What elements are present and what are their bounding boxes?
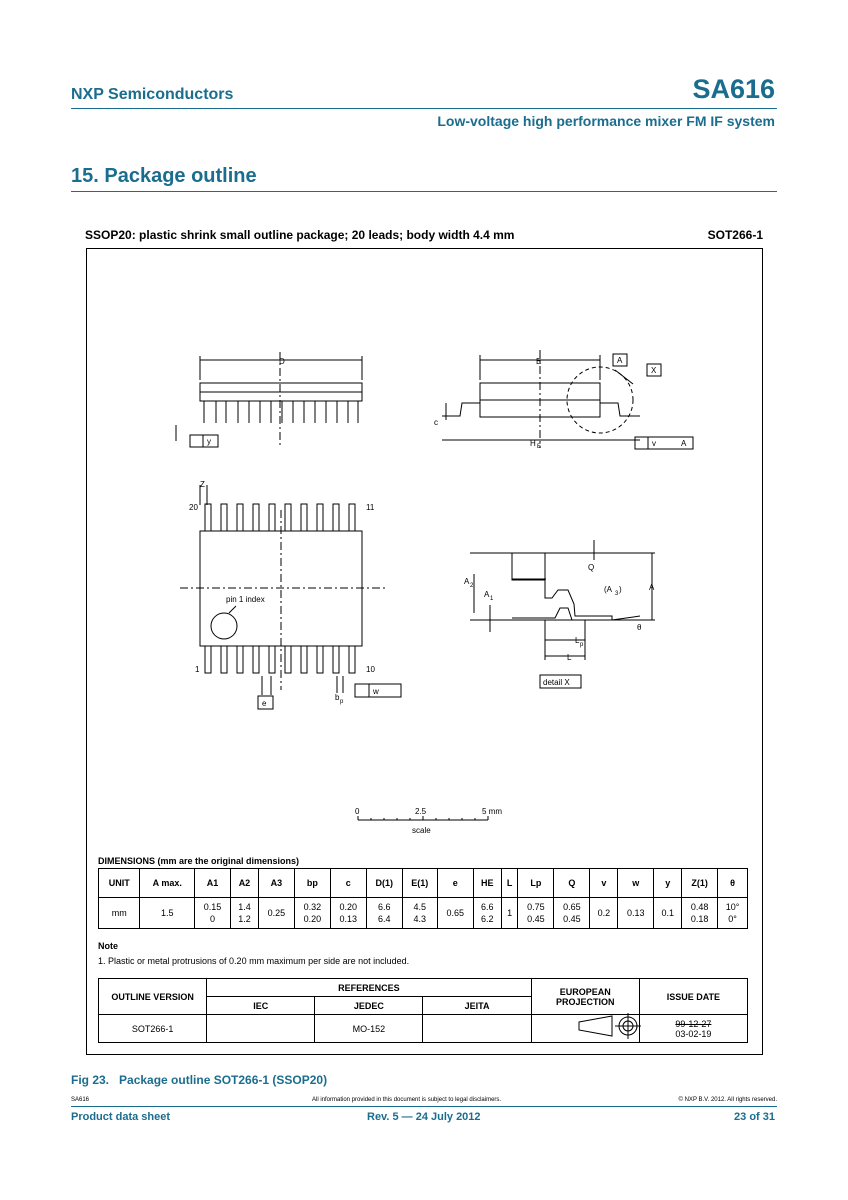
dim-cell: 0.48 0.18	[682, 898, 718, 929]
label-Q: Q	[588, 563, 595, 572]
dim-header: A2	[230, 869, 258, 898]
label-A1-sub: 1	[490, 596, 494, 602]
dim-header: bp	[294, 869, 330, 898]
dim-header: c	[330, 869, 366, 898]
label-A-datum: A	[681, 439, 687, 448]
dim-header: Lp	[518, 869, 554, 898]
dim-header: v	[590, 869, 618, 898]
label-c: c	[434, 418, 438, 427]
top-leads-upper	[205, 504, 355, 531]
dim-cell: 0.32 0.20	[294, 898, 330, 929]
label-A1: A	[484, 590, 490, 599]
references-table	[98, 978, 748, 1043]
label-theta: θ	[637, 623, 642, 632]
dim-cell: 6.6 6.4	[366, 898, 402, 929]
outline-version-cell: SOT266-1	[99, 1015, 207, 1043]
european-projection-header: EUROPEAN PROJECTION	[531, 979, 639, 1015]
jedec-header: JEDEC	[315, 997, 423, 1015]
dim-cell: 1.4 1.2	[230, 898, 258, 929]
package-code: SOT266-1	[707, 228, 763, 242]
issue-date-cell	[639, 1015, 747, 1043]
dim-header: w	[618, 869, 654, 898]
label-bp: b	[335, 693, 340, 702]
detail-lead-profile	[512, 553, 612, 620]
label-L: L	[567, 653, 572, 662]
dim-cell: 4.5 4.3	[402, 898, 437, 929]
label-HE-sub: E	[537, 444, 542, 450]
label-A-box: A	[617, 356, 623, 365]
label-Z: Z	[200, 480, 205, 489]
top-leads-lower	[205, 646, 355, 673]
pin1-index-mark	[211, 613, 237, 639]
label-E: E	[536, 357, 542, 366]
label-A-height: A	[649, 583, 655, 592]
dim-header: θ	[718, 869, 748, 898]
label-A3: (A	[604, 585, 612, 594]
dim-cell: mm	[99, 898, 140, 929]
label-Lp: L	[575, 636, 580, 645]
part-number: SA616	[692, 74, 775, 104]
dim-header: E(1)	[402, 869, 437, 898]
label-A2-sub: 2	[470, 583, 474, 589]
dim-cell: 0.2	[590, 898, 618, 929]
iec-cell	[207, 1015, 315, 1043]
label-D: D	[279, 357, 285, 366]
footer-revision: Rev. 5 — 24 July 2012	[367, 1111, 481, 1123]
dim-cell: 0.65	[437, 898, 473, 929]
footer-rule	[71, 1106, 777, 1107]
label-bp-sub: p	[340, 699, 344, 705]
scale-tick-5: 5 mm	[482, 807, 502, 816]
dim-cell: 0.20 0.13	[330, 898, 366, 929]
label-detail-x: detail X	[543, 678, 570, 687]
dim-header: Q	[554, 869, 590, 898]
dim-cell: 0.1	[654, 898, 682, 929]
dim-cell: 0.65 0.45	[554, 898, 590, 929]
footer-disclaimer: All information provided in this document is subject to legal disclaimers.	[312, 1097, 502, 1103]
label-pin1-index: pin 1 index	[226, 595, 265, 604]
dim-cell: 0.13	[618, 898, 654, 929]
label-A3-close: )	[619, 585, 622, 594]
label-Lp-sub: p	[580, 642, 584, 648]
scale-label: scale	[412, 826, 431, 835]
label-pin10: 10	[366, 665, 375, 674]
dim-cell: 1.5	[140, 898, 195, 929]
dimensions-title: DIMENSIONS (mm are the original dimensions)	[98, 856, 300, 866]
issue-date-header: ISSUE DATE	[639, 979, 747, 1015]
label-pin1: 1	[195, 665, 200, 674]
issue-date-old: 99-12-27	[675, 1018, 712, 1029]
label-y: y	[207, 437, 211, 446]
label-v: v	[652, 439, 656, 448]
dim-header: A3	[258, 869, 294, 898]
dim-cell: 0.75 0.45	[518, 898, 554, 929]
dim-header: e	[437, 869, 473, 898]
dim-cell: 6.6 6.2	[473, 898, 501, 929]
label-pin20: 20	[189, 503, 198, 512]
dim-header: Z(1)	[682, 869, 718, 898]
footer-doc-type: Product data sheet	[71, 1111, 171, 1123]
note-text: 1. Plastic or metal protrusions of 0.20 mm maximum per side are not included.	[98, 956, 410, 966]
iec-header: IEC	[207, 997, 315, 1015]
label-A3-sub: 3	[615, 591, 619, 597]
dim-cell: 10° 0°	[718, 898, 748, 929]
outline-version-header: OUTLINE VERSION	[99, 979, 207, 1015]
footer-doc-id: SA616	[71, 1097, 90, 1103]
company-name: NXP Semiconductors	[71, 86, 234, 103]
label-e: e	[262, 699, 267, 708]
issue-date-current: 03-02-19	[675, 1028, 712, 1039]
footer-page-number: 23 of 31	[734, 1111, 775, 1123]
dim-cell: 0.15 0	[195, 898, 231, 929]
dim-header: A max.	[140, 869, 195, 898]
footer-copyright: © NXP B.V. 2012. All rights reserved.	[678, 1097, 777, 1103]
dimensions-table	[98, 868, 748, 929]
document-subtitle: Low-voltage high performance mixer FM IF system	[437, 113, 775, 129]
jeita-header: JEITA	[423, 997, 531, 1015]
label-X-box: X	[651, 366, 657, 375]
dim-header: A1	[195, 869, 231, 898]
scale-tick-2-5: 2.5	[415, 807, 427, 816]
figure-caption: Fig 23. Package outline SOT266-1 (SSOP20)	[71, 1073, 328, 1087]
dim-header: y	[654, 869, 682, 898]
references-header: REFERENCES	[207, 979, 531, 997]
package-description: SSOP20: plastic shrink small outline package; 20 leads; body width 4.4 mm	[85, 228, 515, 242]
jeita-cell	[423, 1015, 531, 1043]
side-leads	[204, 401, 358, 423]
label-A2: A	[464, 577, 470, 586]
label-pin11: 11	[366, 503, 375, 512]
section-title: 15. Package outline	[71, 165, 257, 187]
projection-symbol-cell	[531, 1015, 639, 1043]
dim-header: L	[501, 869, 518, 898]
dim-cell: 1	[501, 898, 518, 929]
label-HE: H	[530, 439, 536, 448]
dim-cell: 0.25	[258, 898, 294, 929]
dim-header: D(1)	[366, 869, 402, 898]
dim-header: UNIT	[99, 869, 140, 898]
jedec-cell: MO-152	[315, 1015, 423, 1043]
flatness-box	[190, 435, 218, 447]
note-heading: Note	[98, 941, 118, 951]
label-w: w	[373, 687, 379, 696]
scale-tick-0: 0	[355, 807, 360, 816]
dim-header: HE	[473, 869, 501, 898]
